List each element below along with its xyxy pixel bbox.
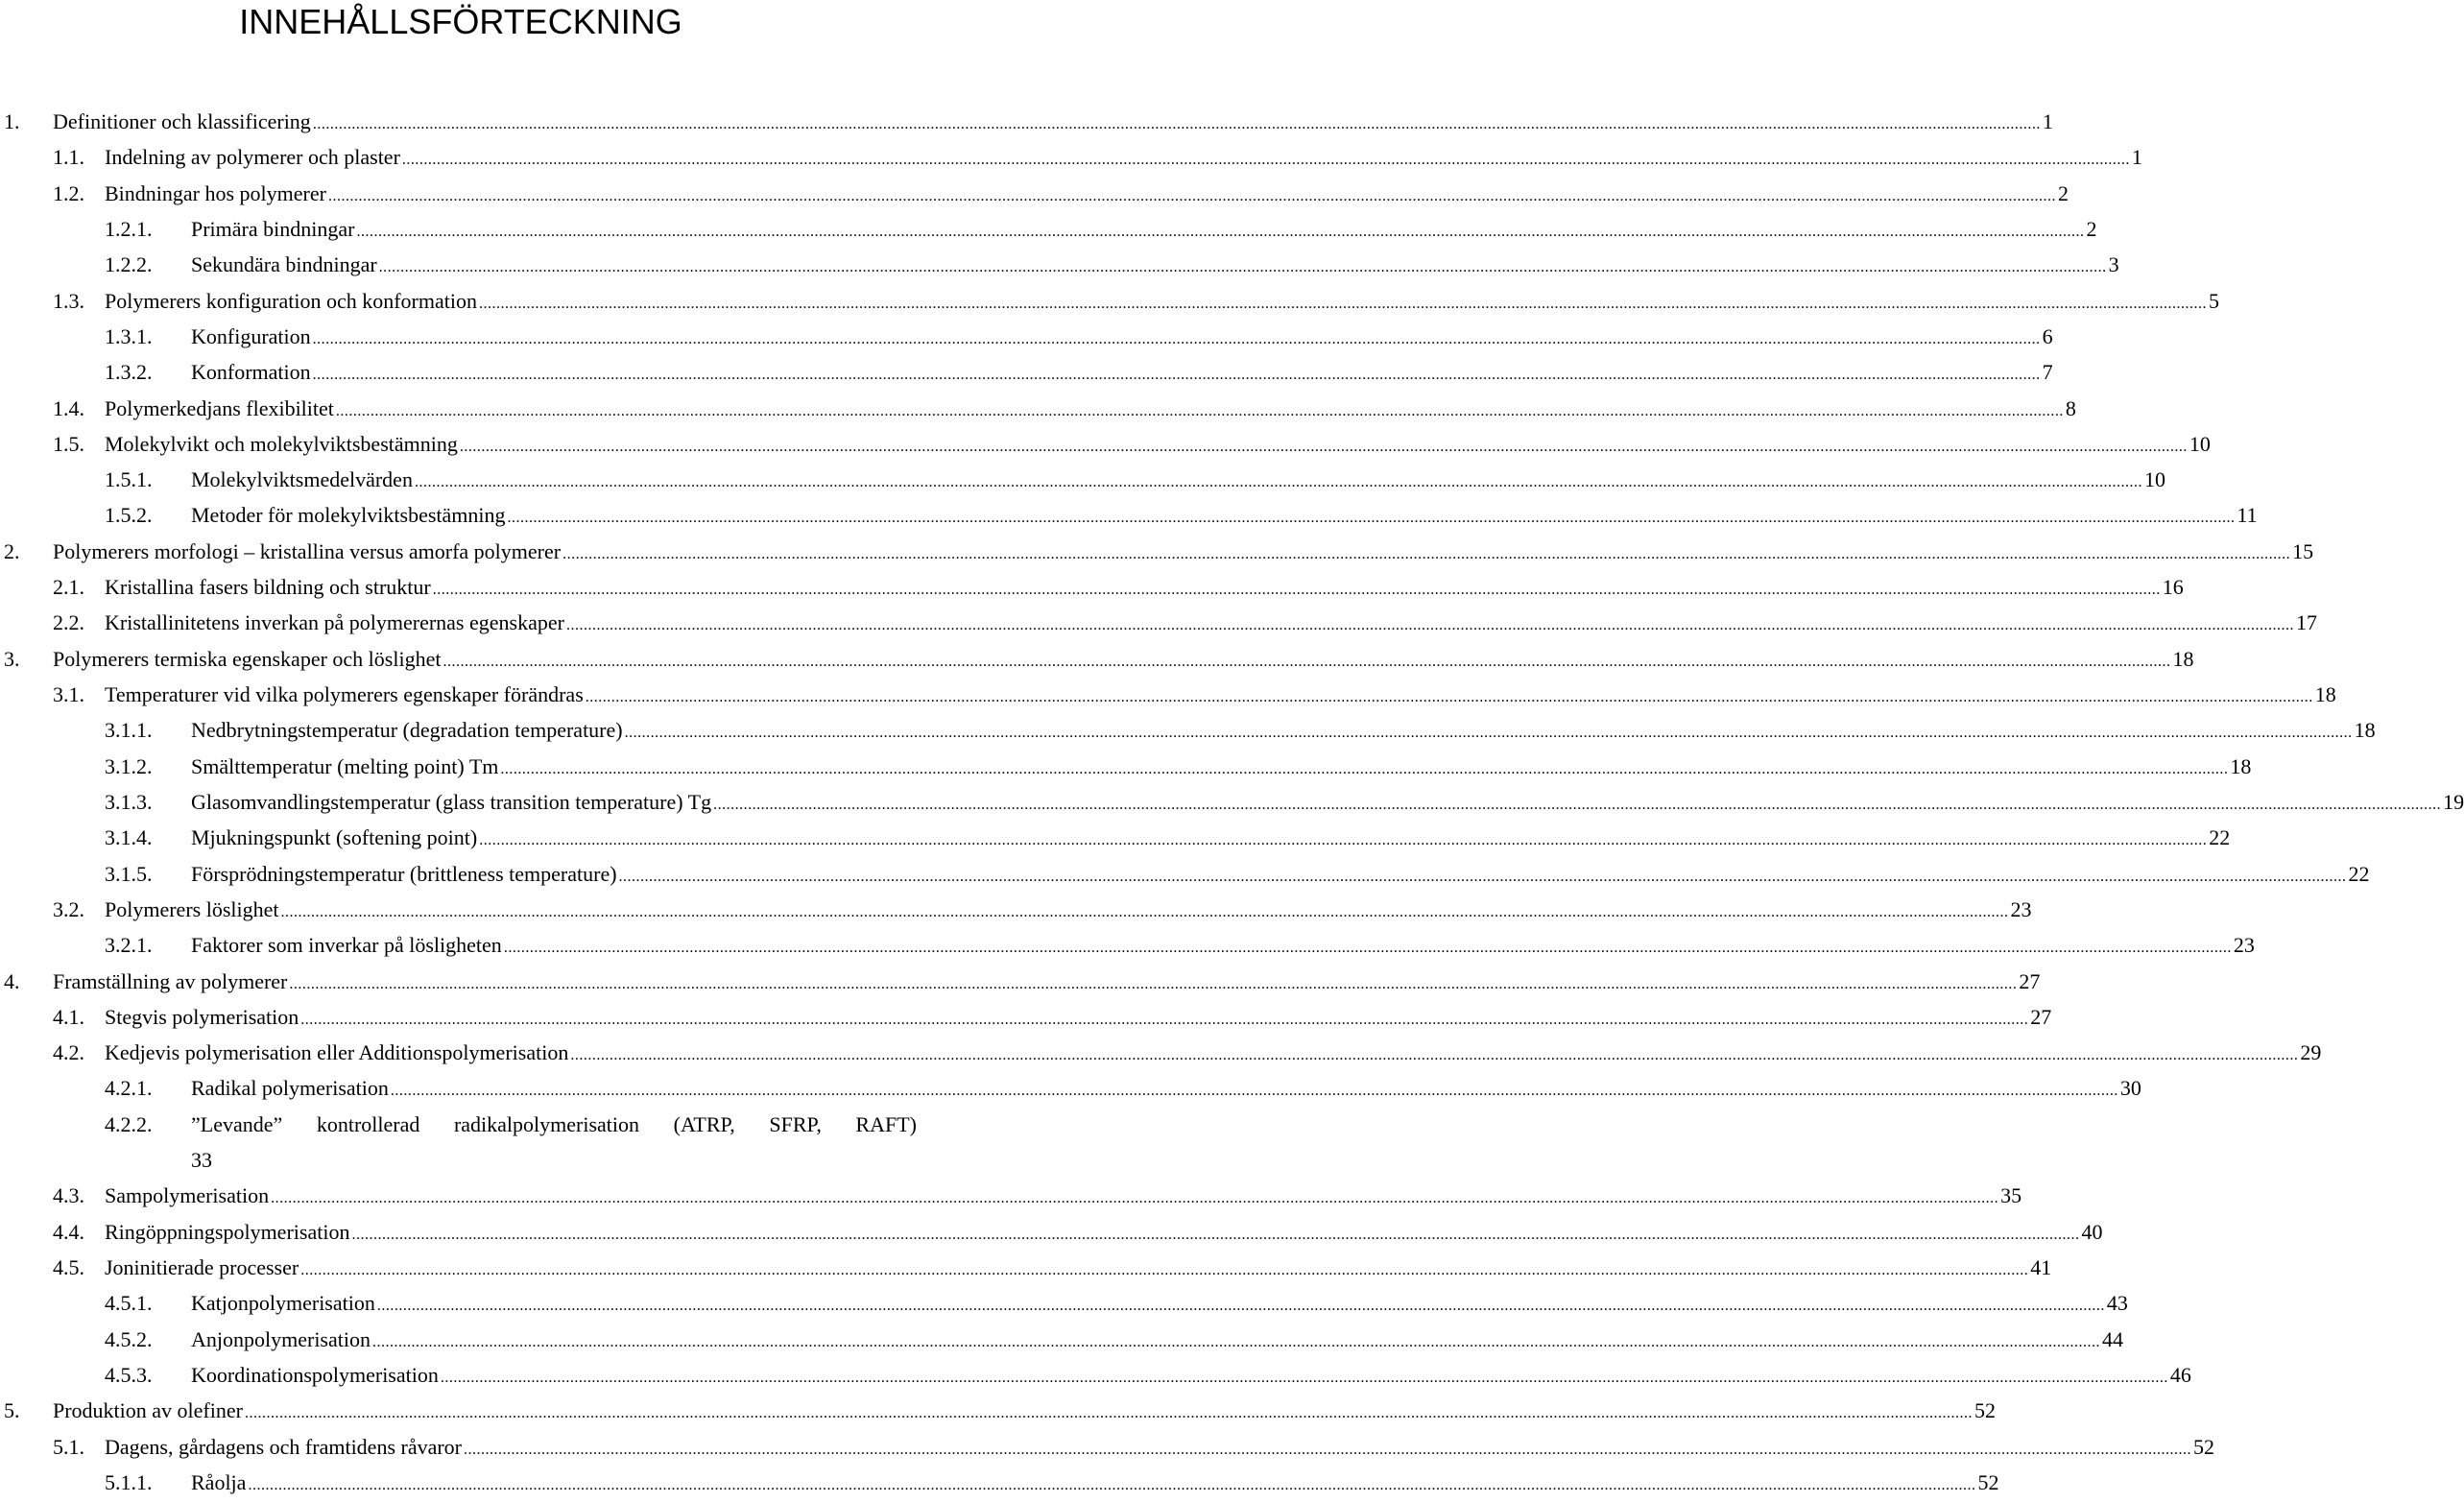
toc-entry-label: Polymerers morfologi – kristallina versus amorfa polymerer	[53, 538, 562, 563]
toc-entry-row	[105, 1250, 2052, 1288]
toc-entry[interactable]	[0, 1285, 2128, 1321]
toc-entry-row	[191, 856, 2370, 895]
toc-entry-label: Faktorer som inverkar på lösligheten	[191, 933, 502, 958]
toc-entry-number: 1.2.	[53, 180, 84, 205]
toc-entry-page: 2	[2086, 216, 2097, 241]
toc-dot-leader: ................................................................................................................................................................................................................................................................................................................................................................................................................	[271, 1190, 1999, 1207]
toc-entry-label: Polymerers löslighet	[105, 896, 279, 921]
toc-entry-number: 5.1.1.	[105, 1469, 153, 1494]
toc-entry-row	[105, 1035, 2322, 1073]
toc-entry-label: Konformation	[191, 360, 311, 385]
toc-entry-page: 27	[2030, 1004, 2052, 1029]
toc-entry-row	[53, 534, 2314, 572]
toc-entry[interactable]	[0, 1429, 2215, 1465]
toc-entry-label: Polymerers konfiguration och konformation	[105, 288, 477, 313]
toc-entry[interactable]	[0, 641, 2194, 677]
toc-entry[interactable]	[0, 283, 2219, 319]
toc-dot-leader: ................................................................................................................................................................................................................................................................................................................................................................................................................	[312, 367, 2041, 384]
toc-entry-row	[53, 1393, 1996, 1431]
toc-entry[interactable]	[0, 247, 2119, 282]
toc-entry-page: 40	[2081, 1219, 2103, 1244]
toc-entry[interactable]	[0, 319, 2053, 354]
toc-entry-page: 18	[2314, 682, 2336, 706]
toc-entry-label: Radikal polymerisation	[191, 1076, 389, 1101]
toc-dot-leader: ................................................................................................................................................................................................................................................................................................................................................................................................................	[432, 582, 2161, 599]
toc-entry[interactable]	[0, 497, 2258, 533]
toc-dot-leader: ................................................................................................................................................................................................................................................................................................................................................................................................................	[300, 1011, 2029, 1028]
toc-entry-row	[53, 641, 2194, 680]
toc-entry-label: ”Levande” kontrollerad radikalpolymerisation (ATRP, SFRP, RAFT)	[191, 1111, 917, 1136]
toc-entry-number: 3.1.2.	[105, 753, 153, 778]
toc-entry-label: Råolja	[191, 1469, 247, 1494]
toc-entry-page: 6	[2042, 323, 2053, 348]
toc-dot-leader: ................................................................................................................................................................................................................................................................................................................................................................................................................	[500, 760, 2229, 777]
toc-entry-label: Definitioner och klassificering	[53, 109, 311, 133]
toc-entry-page: 5	[2208, 288, 2219, 313]
toc-entry-label: Kedjevis polymerisation eller Additionspolymerisation	[105, 1040, 569, 1065]
toc-entry-number: 4.5.1.	[105, 1291, 153, 1316]
toc-dot-leader: ................................................................................................................................................................................................................................................................................................................................................................................................................	[618, 868, 2347, 885]
toc-entry-page: 19	[2443, 789, 2464, 814]
toc-entry-row	[191, 927, 2255, 966]
toc-entry-label: Stegvis polymerisation	[105, 1004, 299, 1029]
toc-entry[interactable]	[0, 749, 2252, 784]
toc-dot-leader: ................................................................................................................................................................................................................................................................................................................................................................................................................	[464, 1441, 2192, 1458]
toc-entry-page: 10	[2143, 467, 2165, 492]
toc-entry-number: 1.3.2.	[105, 360, 153, 385]
toc-entry-label: Kristallina fasers bildning och struktur	[105, 575, 431, 600]
toc-entry-row	[105, 391, 2076, 429]
toc-dot-leader: ................................................................................................................................................................................................................................................................................................................................................................................................................	[713, 796, 2442, 813]
toc-entry-label: Polymerers termiska egenskaper och löslighet	[53, 646, 442, 671]
toc-entry[interactable]	[0, 1035, 2322, 1070]
toc-entry-number: 1.5.2.	[105, 503, 153, 528]
toc-dot-leader: ................................................................................................................................................................................................................................................................................................................................................................................................................	[401, 152, 2130, 169]
toc-entry-row	[105, 677, 2336, 715]
toc-entry-page: 23	[2010, 896, 2032, 921]
toc-entry[interactable]	[0, 1250, 2052, 1285]
toc-entry-row	[191, 1357, 2191, 1396]
toc-entry-page: 22	[2348, 861, 2370, 886]
page-title: INNEHÅLLSFÖRTECKNING	[239, 2, 682, 41]
toc-entry-row	[53, 964, 2041, 1002]
toc-dot-leader: ................................................................................................................................................................................................................................................................................................................................................................................................................	[356, 223, 2085, 240]
toc-entry-row	[191, 820, 2231, 858]
toc-entry-number: 3.1.1.	[105, 718, 153, 743]
toc-entry-row	[191, 211, 2097, 250]
toc-entry[interactable]	[0, 104, 2053, 139]
toc-entry[interactable]	[0, 462, 2165, 497]
toc-dot-leader: ................................................................................................................................................................................................................................................................................................................................................................................................................	[414, 474, 2142, 491]
toc-entry-page: 23	[2233, 933, 2255, 958]
toc-entry-number: 4.5.3.	[105, 1362, 153, 1387]
toc-entry-page: 41	[2030, 1255, 2052, 1279]
toc-dot-leader: ................................................................................................................................................................................................................................................................................................................................................................................................................	[312, 330, 2041, 347]
toc-entry-number: 3.1.3.	[105, 789, 153, 814]
toc-entry-label: Katjonpolymerisation	[191, 1291, 375, 1316]
toc-entry-row	[191, 1322, 2123, 1360]
toc-entry[interactable]	[0, 1357, 2191, 1393]
toc-entry[interactable]	[0, 892, 2032, 927]
toc-entry-number: 3.1.4.	[105, 825, 153, 850]
toc-entry-page: 46	[2169, 1362, 2191, 1387]
toc-entry-number: 1.3.1.	[105, 323, 153, 348]
toc-entry-label: Bindningar hos polymerer	[105, 180, 326, 205]
toc-entry-row	[105, 176, 2069, 214]
toc-entry-row	[105, 999, 2052, 1038]
toc-dot-leader: ................................................................................................................................................................................................................................................................................................................................................................................................................	[459, 438, 2188, 455]
toc-entry-label: Försprödningstemperatur (brittleness temperature)	[191, 861, 617, 886]
toc-dot-leader: ................................................................................................................................................................................................................................................................................................................................................................................................................	[443, 653, 2171, 670]
toc-dot-leader: ................................................................................................................................................................................................................................................................................................................................................................................................................	[565, 617, 2294, 634]
toc-entry-page: 7	[2042, 360, 2053, 385]
table-of-contents	[0, 104, 2464, 1500]
toc-entry-label: Molekylviktsmedelvärden	[191, 467, 413, 492]
toc-entry-row	[105, 1214, 2103, 1252]
toc-entry-number: 3.2.1.	[105, 933, 153, 958]
toc-dot-leader: ................................................................................................................................................................................................................................................................................................................................................................................................................	[507, 510, 2236, 527]
toc-entry-row	[105, 283, 2219, 322]
toc-entry-number: 1.1.	[53, 145, 84, 170]
toc-entry[interactable]	[0, 569, 2184, 605]
toc-entry[interactable]	[0, 391, 2076, 426]
toc-entry-page: 22	[2209, 825, 2231, 850]
toc-entry[interactable]	[0, 354, 2053, 390]
toc-entry-label: Metoder för molekylviktsbestämning	[191, 503, 506, 528]
toc-entry-label: Anjonpolymerisation	[191, 1326, 371, 1351]
toc-entry-page: 52	[1974, 1398, 1996, 1423]
toc-entry-page: 1	[2042, 109, 2053, 133]
toc-dot-leader: ................................................................................................................................................................................................................................................................................................................................................................................................................	[327, 187, 2056, 204]
toc-entry-label: Joninitierade processer	[105, 1255, 299, 1279]
toc-entry-row	[191, 712, 2376, 751]
toc-entry-label: Smälttemperatur (melting point) Tm	[191, 753, 499, 778]
toc-entry[interactable]	[0, 211, 2097, 247]
toc-entry-row	[191, 749, 2252, 787]
toc-entry-label: Ringöppningspolymerisation	[105, 1219, 350, 1244]
toc-entry[interactable]	[0, 1070, 2141, 1106]
toc-entry-number: 4.4.	[53, 1219, 84, 1244]
toc-entry-row	[191, 1285, 2128, 1324]
toc-entry-label: Kristallinitetens inverkan på polymerernas egenskaper	[105, 610, 564, 635]
toc-dot-leader: ................................................................................................................................................................................................................................................................................................................................................................................................................	[312, 116, 2041, 132]
toc-entry[interactable]	[0, 1107, 921, 1142]
toc-dot-leader: ................................................................................................................................................................................................................................................................................................................................................................................................................	[585, 689, 2313, 705]
toc-entry[interactable]	[0, 176, 2069, 211]
toc-entry-row	[105, 892, 2032, 930]
toc-entry[interactable]	[0, 605, 2317, 640]
toc-dot-leader: ................................................................................................................................................................................................................................................................................................................................................................................................................	[289, 975, 2018, 992]
toc-entry-label: Sampolymerisation	[105, 1183, 270, 1208]
toc-entry-page: 18	[2172, 646, 2194, 671]
toc-dot-leader: ................................................................................................................................................................................................................................................................................................................................................................................................................	[335, 402, 2064, 419]
toc-entry-page: 52	[2193, 1434, 2215, 1459]
toc-entry-page: 35	[2000, 1183, 2022, 1208]
toc-entry-label: Temperaturer vid vilka polymerers egenskaper förändras	[105, 682, 584, 706]
toc-entry-page: 10	[2189, 431, 2211, 456]
toc-entry-label: Polymerkedjans flexibilitet	[105, 395, 334, 420]
toc-entry-label: Glasomvandlingstemperatur (glass transition temperature) Tg	[191, 789, 712, 814]
toc-entry[interactable]	[0, 784, 2464, 820]
toc-entry-number: 4.2.2.	[105, 1111, 153, 1136]
toc-entry-number: 2.	[4, 538, 20, 563]
toc-entry-number: 1.5.	[53, 431, 84, 456]
toc-entry-number: 1.2.1.	[105, 216, 153, 241]
toc-dot-leader: ................................................................................................................................................................................................................................................................................................................................................................................................................	[280, 903, 2009, 920]
toc-entry-number: 4.5.2.	[105, 1326, 153, 1351]
toc-entry-label: Sekundära bindningar	[191, 252, 377, 277]
toc-entry-label: Indelning av polymerer och plaster	[105, 145, 400, 170]
toc-entry-number: 2.2.	[53, 610, 84, 635]
toc-entry-row	[105, 1178, 2022, 1216]
toc-dot-leader: ................................................................................................................................................................................................................................................................................................................................................................................................................	[300, 1262, 2029, 1278]
toc-entry-number: 5.1.	[53, 1434, 84, 1459]
toc-entry-row	[191, 1465, 1999, 1503]
toc-entry[interactable]	[0, 1322, 2123, 1357]
toc-entry-row	[191, 784, 2464, 823]
toc-entry-row	[105, 1429, 2215, 1467]
toc-dot-leader: ................................................................................................................................................................................................................................................................................................................................................................................................................	[503, 940, 2232, 957]
toc-entry-label: Nedbrytningstemperatur (degradation temperature)	[191, 718, 623, 743]
toc-entry-page: 17	[2295, 610, 2317, 635]
toc-entry-label: Framställning av polymerer	[53, 968, 288, 993]
toc-entry[interactable]	[0, 1178, 2022, 1213]
toc-dot-leader: ................................................................................................................................................................................................................................................................................................................................................................................................................	[244, 1405, 1973, 1422]
toc-entry-number: 1.	[4, 109, 20, 133]
toc-dot-leader: ................................................................................................................................................................................................................................................................................................................................................................................................................	[351, 1226, 2080, 1243]
toc-entry-page: 11	[2237, 503, 2258, 528]
toc-entry-number: 4.	[4, 968, 20, 993]
toc-entry-number: 4.2.1.	[105, 1076, 153, 1101]
toc-entry-number: 3.	[4, 646, 20, 671]
toc-entry-page: 8	[2065, 395, 2076, 420]
toc-entry-page: 27	[2019, 968, 2041, 993]
toc-entry[interactable]	[0, 534, 2314, 569]
toc-entry-label: Dagens, gårdagens och framtidens råvaror	[105, 1434, 463, 1459]
toc-entry-number: 3.2.	[53, 896, 84, 921]
toc-entry[interactable]	[0, 712, 2376, 748]
toc-entry-row	[53, 104, 2053, 142]
toc-entry[interactable]	[0, 677, 2336, 712]
toc-entry-continuation	[0, 1142, 921, 1178]
toc-entry-row	[105, 605, 2317, 643]
toc-entry-number: 4.5.	[53, 1255, 84, 1279]
toc-dot-leader: ................................................................................................................................................................................................................................................................................................................................................................................................................	[390, 1083, 2118, 1100]
toc-entry-number: 4.3.	[53, 1183, 84, 1208]
toc-dot-leader: ................................................................................................................................................................................................................................................................................................................................................................................................................	[562, 545, 2291, 562]
toc-entry-page: 18	[2354, 718, 2376, 743]
toc-dot-leader: ................................................................................................................................................................................................................................................................................................................................................................................................................	[570, 1047, 2299, 1064]
toc-dot-leader: ................................................................................................................................................................................................................................................................................................................................................................................................................	[478, 295, 2207, 312]
toc-entry-row	[191, 1070, 2141, 1109]
toc-entry-number: 1.3.	[53, 288, 84, 313]
toc-entry-number: 3.1.	[53, 682, 84, 706]
toc-entry-number: 1.5.1.	[105, 467, 153, 492]
toc-entry-page: 33	[191, 1148, 212, 1173]
toc-entry-page: 43	[2106, 1291, 2128, 1316]
toc-entry-row	[191, 354, 2053, 393]
toc-entry-row	[191, 497, 2258, 536]
toc-dot-leader: ................................................................................................................................................................................................................................................................................................................................................................................................................	[248, 1476, 1976, 1493]
toc-entry-number: 3.1.5.	[105, 861, 153, 886]
toc-entry-row	[191, 462, 2165, 500]
toc-entry-page: 44	[2101, 1326, 2123, 1351]
toc-entry-label: Primära bindningar	[191, 216, 355, 241]
toc-entry-row	[191, 247, 2119, 285]
toc-entry-number: 4.1.	[53, 1004, 84, 1029]
toc-entry-page: 16	[2162, 575, 2184, 600]
toc-entry-page: 30	[2119, 1076, 2141, 1101]
toc-dot-leader: ................................................................................................................................................................................................................................................................................................................................................................................................................	[479, 832, 2208, 849]
toc-entry-page: 18	[2230, 753, 2252, 778]
toc-dot-leader: ................................................................................................................................................................................................................................................................................................................................................................................................................	[440, 1369, 2168, 1386]
toc-entry-page: 15	[2292, 538, 2314, 563]
toc-entry-label: Konfiguration	[191, 323, 311, 348]
toc-entry-row	[191, 319, 2053, 357]
toc-entry-number: 2.1.	[53, 575, 84, 600]
toc-entry-page: 29	[2300, 1040, 2322, 1065]
toc-entry-row	[105, 569, 2184, 608]
toc-entry[interactable]	[0, 999, 2052, 1035]
toc-entry-label: Produktion av olefiner	[53, 1398, 243, 1423]
toc-entry[interactable]	[0, 1214, 2103, 1250]
toc-entry-page: 2	[2057, 180, 2069, 205]
toc-entry-row	[105, 139, 2142, 178]
toc-entry[interactable]	[0, 820, 2231, 855]
toc-entry-number: 4.2.	[53, 1040, 84, 1065]
toc-dot-leader: ................................................................................................................................................................................................................................................................................................................................................................................................................	[371, 1333, 2100, 1350]
toc-dot-leader: ................................................................................................................................................................................................................................................................................................................................................................................................................	[376, 1298, 2105, 1315]
toc-entry[interactable]	[0, 1393, 1996, 1428]
toc-entry-label: Mjukningspunkt (softening point)	[191, 825, 478, 850]
toc-entry-number: 1.4.	[53, 395, 84, 420]
toc-entry[interactable]	[0, 1465, 1999, 1500]
toc-entry[interactable]	[0, 927, 2255, 963]
toc-entry-row	[105, 426, 2211, 465]
toc-dot-leader: ................................................................................................................................................................................................................................................................................................................................................................................................................	[624, 725, 2353, 742]
toc-entry[interactable]	[0, 426, 2211, 462]
toc-entry-page: 3	[2108, 252, 2119, 277]
toc-entry-page: 1	[2131, 145, 2142, 170]
toc-entry[interactable]	[0, 139, 2142, 175]
toc-entry-number: 1.2.2.	[105, 252, 153, 277]
toc-entry[interactable]	[0, 856, 2370, 892]
toc-entry-label: Koordinationspolymerisation	[191, 1362, 439, 1387]
toc-entry[interactable]	[0, 964, 2041, 999]
toc-entry-page: 52	[1977, 1469, 1999, 1494]
toc-entry-label: Molekylvikt och molekylviktsbestämning	[105, 431, 458, 456]
toc-entry-number: 5.	[4, 1398, 20, 1423]
toc-dot-leader: ................................................................................................................................................................................................................................................................................................................................................................................................................	[378, 259, 2107, 276]
